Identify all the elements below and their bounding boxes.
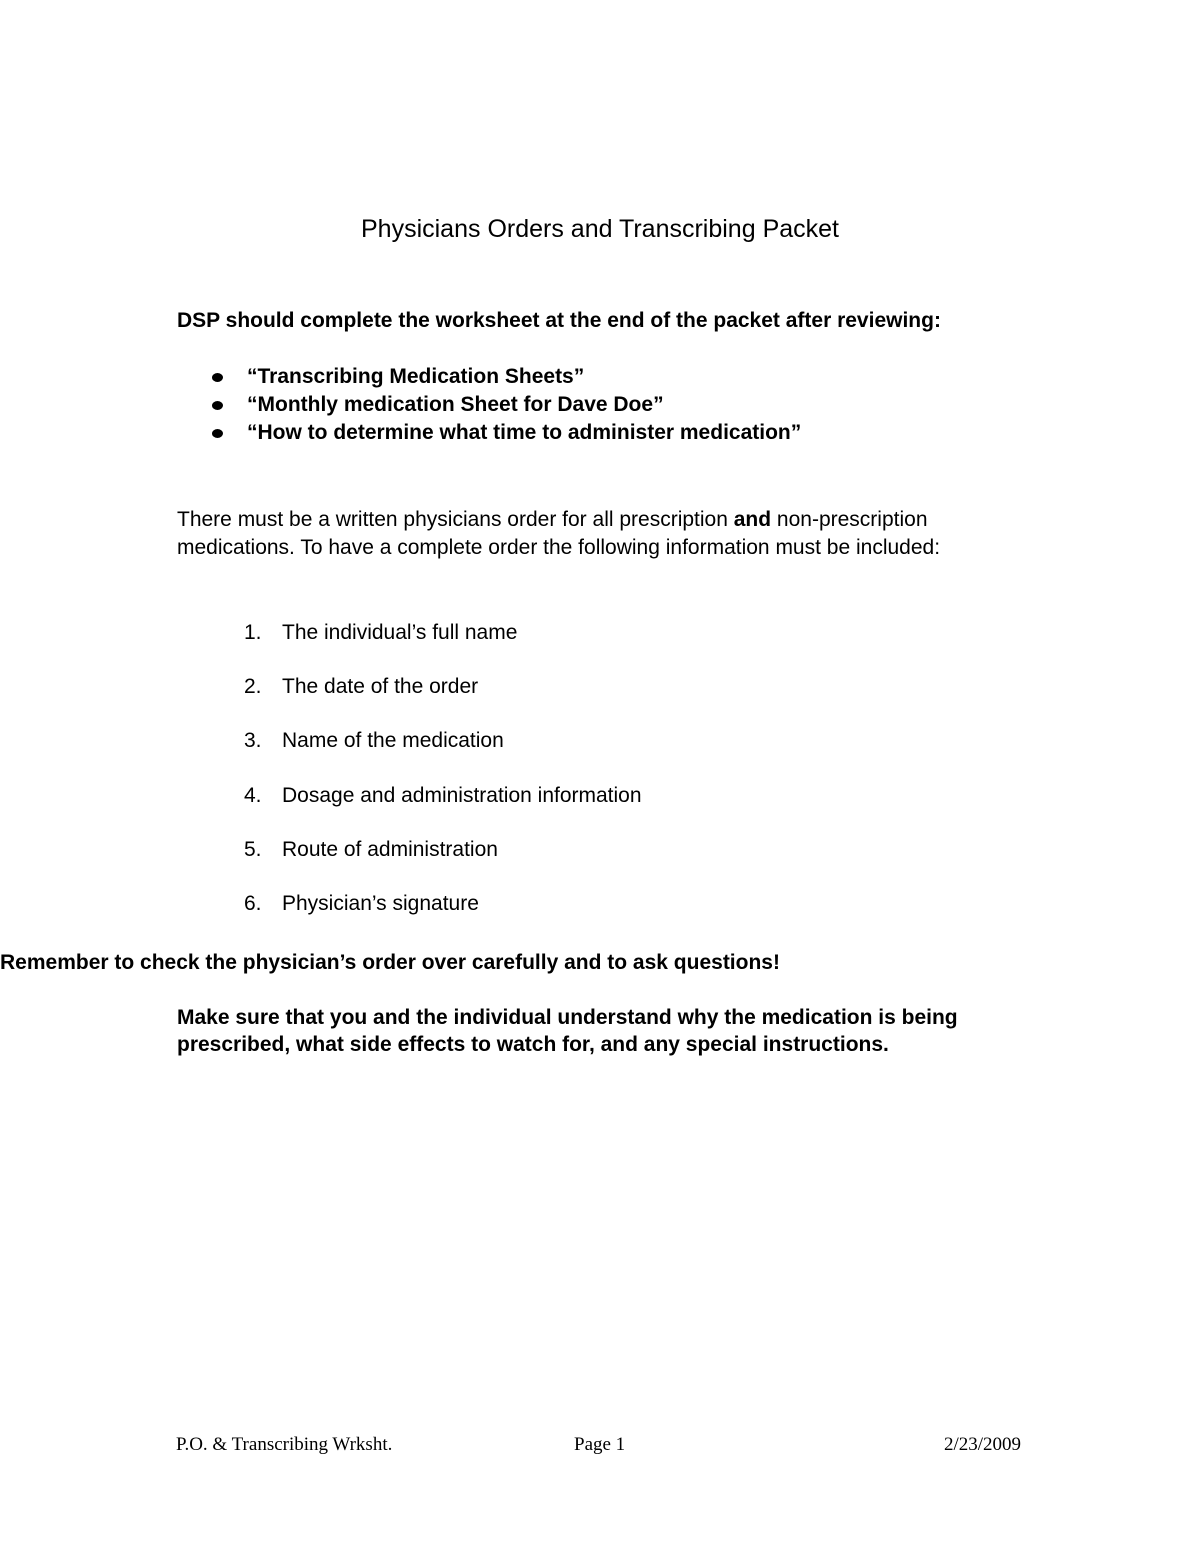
review-item-label: “Transcribing Medication Sheets”	[247, 365, 585, 388]
paragraph-text-continued: non-prescription medications. To have a complete order the following information must be included:	[177, 508, 941, 559]
list-item	[244, 619, 642, 647]
item-text: Name of the medication	[282, 729, 504, 753]
bullet-icon	[212, 429, 223, 438]
item-text: Dosage and administration information	[282, 783, 642, 807]
item-text: Physician’s signature	[282, 891, 479, 915]
item-text: Route of administration	[282, 837, 498, 861]
footer-page-number: Page 1	[574, 1434, 626, 1455]
bullet-icon	[212, 401, 223, 410]
item-number: 1.	[244, 621, 262, 644]
list-item	[208, 363, 801, 391]
paragraph-text: There must be a written physicians order for all prescription	[177, 508, 734, 531]
review-item-label: “How to determine what time to administer medication”	[247, 421, 802, 444]
make-sure-text: Make sure that you and the individual understand why the medication is being prescribed, what side effects to watch for, and any special instructions.	[177, 1006, 958, 1056]
item-number: 3.	[244, 729, 262, 753]
footer-date: 2/23/2009	[944, 1434, 1022, 1455]
review-item-label: “Monthly medication Sheet for Dave Doe”	[247, 393, 664, 416]
list-item	[208, 419, 801, 447]
item-number: 2.	[244, 675, 262, 699]
review-list	[208, 363, 801, 447]
item-number: 5.	[244, 837, 262, 861]
item-text: The individual’s full name	[282, 621, 518, 644]
item-text: The date of the order	[282, 675, 479, 699]
item-number: 4.	[244, 783, 262, 807]
list-item	[244, 890, 642, 918]
reminder-text: Remember to check the physician’s order over carefully and to ask questions!	[0, 951, 780, 974]
list-item	[244, 836, 642, 864]
requirements-list	[244, 619, 642, 944]
bullet-icon	[212, 373, 223, 382]
list-item	[244, 727, 642, 755]
list-item	[244, 673, 642, 701]
requirements-paragraph	[177, 506, 1047, 562]
item-number: 6.	[244, 891, 262, 915]
page-title: Physicians Orders and Transcribing Packet	[361, 215, 839, 243]
paragraph-emphasis: and	[733, 508, 772, 531]
footer-document-name: P.O. & Transcribing Wrksht.	[176, 1434, 393, 1455]
list-item	[244, 782, 642, 810]
intro-text: DSP should complete the worksheet at the end of the packet after reviewing:	[177, 309, 941, 332]
list-item	[208, 391, 801, 419]
